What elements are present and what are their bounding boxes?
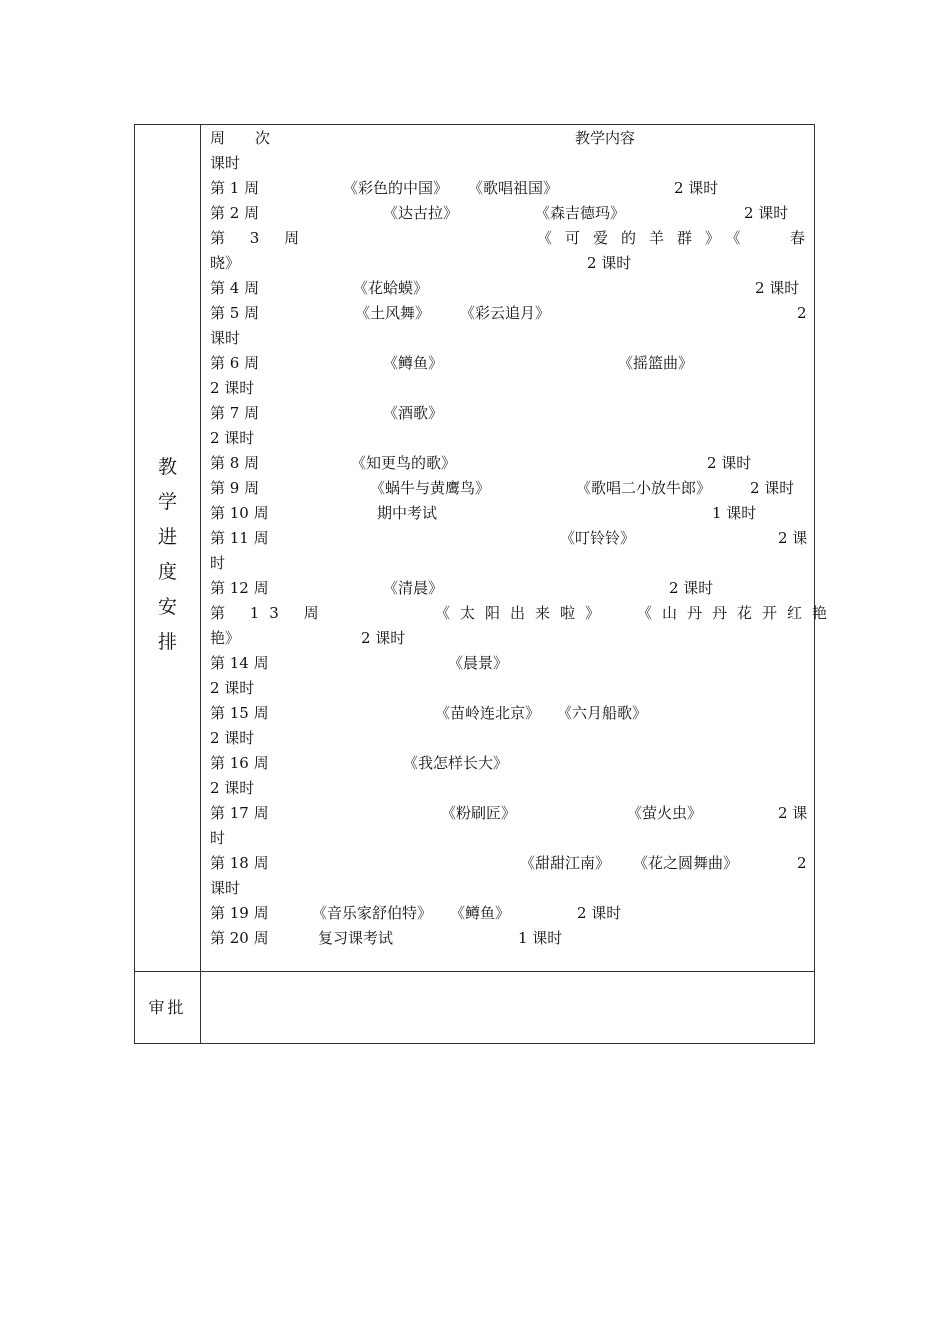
lesson-hours: 2 课时 — [669, 579, 714, 597]
song-title: 《鳟鱼》 — [450, 904, 511, 922]
exam-label: 期中考试 — [377, 504, 438, 522]
week-label: 第 1 周 — [210, 179, 260, 197]
schedule-table — [134, 124, 838, 1044]
song-title: 《知更鸟的歌》 — [351, 454, 457, 472]
lesson-hours: 2 课时 — [755, 279, 800, 297]
song-title: 《蜗牛与黄鹰鸟》 — [370, 479, 491, 497]
week-label: 第 10 周 — [210, 504, 269, 522]
song-title: 《晨景》 — [448, 654, 509, 672]
lesson-hours: 2 课 — [778, 529, 808, 547]
lesson-hours: 2 课时 — [707, 454, 752, 472]
week-column-header: 周 次 — [210, 129, 271, 147]
week-label: 第 4 周 — [210, 279, 260, 297]
song-title: 《我怎样长大》 — [403, 754, 509, 772]
song-title: 《酒歌》 — [383, 404, 444, 422]
week-label: 第 12 周 — [210, 579, 269, 597]
week-label: 第 15 周 — [210, 704, 269, 722]
lesson-hours: 2 课时 — [210, 379, 255, 397]
week-label: 第 8 周 — [210, 454, 260, 472]
week-label: 第 11 周 — [210, 529, 269, 547]
row-divider — [135, 971, 814, 972]
side-char: 排 — [157, 631, 177, 653]
song-title-continued: 艳》 — [210, 629, 241, 647]
week-label: 第 16 周 — [210, 754, 269, 772]
lesson-hours: 2 课 — [778, 804, 808, 822]
side-char: 安 — [157, 596, 177, 618]
song-title: 《歌唱二小放牛郎》 — [576, 479, 712, 497]
side-char: 学 — [157, 491, 177, 513]
song-title: 《摇篮曲》 — [618, 354, 694, 372]
lesson-hours: 1 课时 — [712, 504, 757, 522]
lesson-hours: 2 — [797, 304, 807, 322]
song-title: 《鳟鱼》 — [383, 354, 444, 372]
lesson-hours-continued: 课时 — [210, 879, 241, 897]
lesson-hours: 2 课时 — [210, 779, 255, 797]
lesson-hours-continued: 课时 — [210, 329, 241, 347]
week-label: 第 19 周 — [210, 904, 269, 922]
week-label: 第 7 周 — [210, 404, 260, 422]
song-title: 《六月船歌》 — [557, 704, 648, 722]
hours-column-header: 课时 — [210, 154, 241, 172]
lesson-hours: 2 课时 — [674, 179, 719, 197]
side-char: 进 — [157, 526, 177, 548]
song-title: 《叮铃铃》 — [560, 529, 636, 547]
lesson-hours: 2 课时 — [750, 479, 795, 497]
content-column-header: 教学内容 — [575, 129, 636, 147]
lesson-hours: 2 课时 — [577, 904, 622, 922]
song-title: 《彩云追月》 — [460, 304, 551, 322]
song-title: 《歌唱祖国》 — [468, 179, 559, 197]
lesson-hours: 1 课时 — [518, 929, 563, 947]
lesson-hours: 2 课时 — [210, 729, 255, 747]
song-title: 《达古拉》 — [383, 204, 459, 222]
week-label: 第 3 周 — [210, 229, 310, 247]
song-title: 《可爱的羊群》《 — [537, 229, 754, 247]
song-title: 《花蛤蟆》 — [353, 279, 429, 297]
lesson-hours: 2 — [797, 854, 807, 872]
song-title: 《苗岭连北京》 — [435, 704, 541, 722]
lesson-hours: 2 课时 — [587, 254, 632, 272]
song-title-continued: 晓》 — [210, 254, 241, 272]
week-label: 第 5 周 — [210, 304, 260, 322]
song-title: 《甜甜江南》 — [520, 854, 611, 872]
song-title: 《花之圆舞曲》 — [633, 854, 739, 872]
week-label: 第 2 周 — [210, 204, 260, 222]
song-title: 《土风舞》 — [355, 304, 431, 322]
week-label: 第 18 周 — [210, 854, 269, 872]
lesson-hours: 2 课时 — [361, 629, 406, 647]
song-title: 《音乐家舒伯特》 — [312, 904, 433, 922]
week-label: 第 13 周 — [210, 604, 329, 622]
week-label: 第 20 周 — [210, 929, 269, 947]
song-title: 《清晨》 — [383, 579, 444, 597]
week-label: 第 17 周 — [210, 804, 269, 822]
lesson-hours-continued: 时 — [210, 554, 226, 572]
song-title: 春 — [790, 229, 806, 247]
song-title: 《森吉德玛》 — [535, 204, 626, 222]
song-title: 《萤火虫》 — [627, 804, 703, 822]
song-title: 《彩色的中国》 — [343, 179, 449, 197]
lesson-hours: 2 课时 — [210, 679, 255, 697]
teaching-schedule-label — [135, 450, 200, 660]
week-label: 第 9 周 — [210, 479, 260, 497]
approval-label: 审批 — [148, 998, 187, 1017]
side-char: 教 — [157, 456, 177, 478]
song-title: 《太阳出来啦》 — [435, 604, 611, 622]
lesson-hours-continued: 时 — [210, 829, 226, 847]
side-char: 度 — [157, 561, 177, 583]
lesson-hours: 2 课时 — [210, 429, 255, 447]
column-divider — [200, 125, 201, 1043]
week-label: 第 6 周 — [210, 354, 260, 372]
review-exam-label: 复习课考试 — [318, 929, 394, 947]
song-title: 《粉刷匠》 — [441, 804, 517, 822]
song-title: 《山丹丹花开红艳 — [637, 604, 838, 622]
week-label: 第 14 周 — [210, 654, 269, 672]
lesson-hours: 2 课时 — [744, 204, 789, 222]
